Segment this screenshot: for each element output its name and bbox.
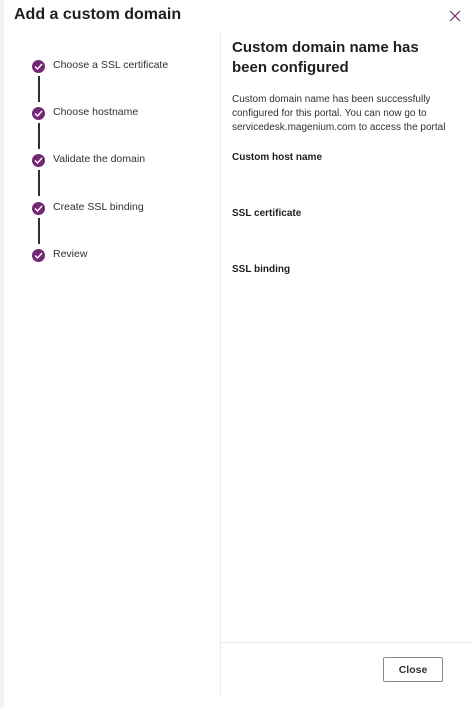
panel-vertical-divider [220,32,221,697]
step-label: Validate the domain [53,153,146,165]
close-icon[interactable] [447,8,463,24]
step-connector [38,170,40,196]
step-connector [38,123,40,149]
step-label: Choose hostname [53,106,139,118]
checkmark-icon [32,60,45,73]
ssl-binding-label: SSL binding [232,264,291,275]
content-heading: Custom domain name has been configured [232,39,419,76]
checkmark-icon [32,249,45,262]
checkmark-icon [32,107,45,120]
custom-host-name-label: Custom host name [232,152,323,163]
content-description: Custom domain name has been successfully configured for this portal. You can now go to servicedesk.magenium.com to access the portal [232,94,446,133]
footer-divider [220,642,474,643]
ssl-certificate-label: SSL certificate [232,208,302,219]
step-label: Review [53,248,88,260]
step-label: Create SSL binding [53,201,144,213]
checkmark-icon [32,202,45,215]
close-button[interactable]: Close [383,657,443,682]
step-connector [38,76,40,102]
panel-left-edge [0,0,4,708]
step-label: Choose a SSL certificate [53,59,169,71]
panel-title: Add a custom domain [14,6,182,23]
step-connector [38,218,40,244]
checkmark-icon [32,154,45,167]
